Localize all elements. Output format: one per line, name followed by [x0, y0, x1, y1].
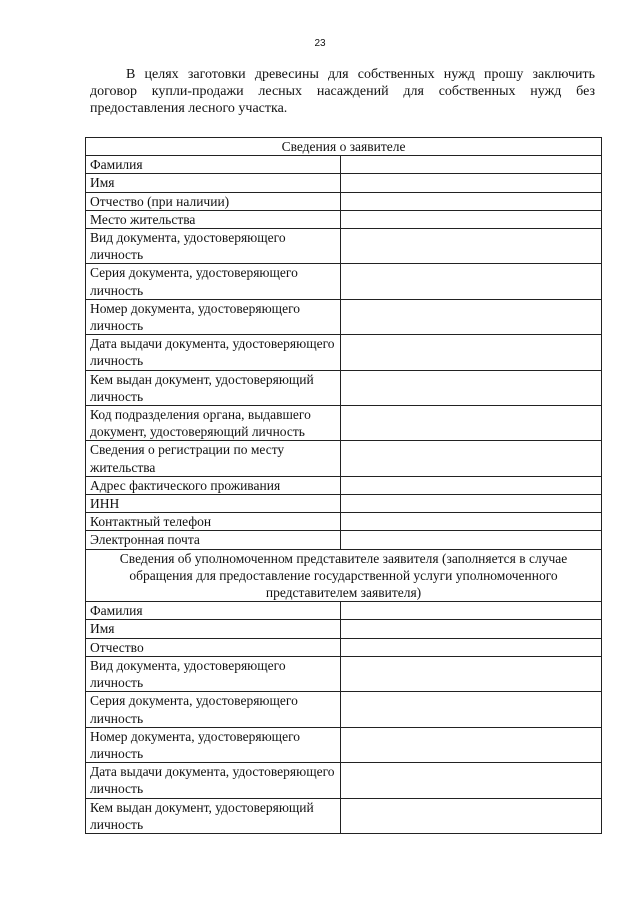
field-label: Контактный телефон	[86, 513, 341, 531]
table-row	[86, 335, 602, 370]
field-value[interactable]	[341, 531, 602, 549]
field-label: Отчество	[86, 638, 341, 656]
table-row	[86, 638, 602, 656]
field-value[interactable]	[341, 406, 602, 441]
intro-paragraph: В целях заготовки древесины для собственных нужд прошу заключить договор купли-продажи лесных насаждений для собственных нужд без предоставления лесного участка.	[90, 67, 595, 116]
field-label: Фамилия	[86, 602, 341, 620]
field-label: Имя	[86, 174, 341, 192]
table-row	[86, 727, 602, 762]
table-row	[86, 798, 602, 833]
field-label: Номер документа, удостоверяющего личность	[86, 727, 341, 762]
table-row	[86, 531, 602, 549]
field-label: Номер документа, удостоверяющего личность	[86, 299, 341, 334]
field-value[interactable]	[341, 727, 602, 762]
table-row	[86, 229, 602, 264]
field-label: ИНН	[86, 495, 341, 513]
field-value[interactable]	[341, 156, 602, 174]
table-row	[86, 513, 602, 531]
section-header-representative	[86, 549, 602, 602]
field-label: Серия документа, удостоверяющего личность	[86, 692, 341, 727]
table-row	[86, 656, 602, 691]
field-value[interactable]	[341, 602, 602, 620]
field-value[interactable]	[341, 476, 602, 494]
field-value[interactable]	[341, 763, 602, 798]
field-value[interactable]	[341, 264, 602, 299]
field-value[interactable]	[341, 513, 602, 531]
field-label: Фамилия	[86, 156, 341, 174]
section-title-representative: Сведения об уполномоченном представителе заявителя (заполняется в случае обращения для предоставление государственной услуги уполномоченного представителем заявителя)	[86, 549, 602, 602]
table-row	[86, 441, 602, 476]
section-title-applicant: Сведения о заявителе	[86, 138, 602, 156]
field-label: Дата выдачи документа, удостоверяющего личность	[86, 335, 341, 370]
field-value[interactable]	[341, 174, 602, 192]
field-label: Вид документа, удостоверяющего личность	[86, 229, 341, 264]
field-value[interactable]	[341, 370, 602, 405]
field-value[interactable]	[341, 692, 602, 727]
field-label: Имя	[86, 620, 341, 638]
field-label: Код подразделения органа, выдавшего документ, удостоверяющий личность	[86, 406, 341, 441]
field-value[interactable]	[341, 620, 602, 638]
field-value[interactable]	[341, 335, 602, 370]
table-row	[86, 156, 602, 174]
table-row	[86, 406, 602, 441]
field-value[interactable]	[341, 441, 602, 476]
field-label: Сведения о регистрации по месту жительства	[86, 441, 341, 476]
table-row	[86, 620, 602, 638]
table-row	[86, 192, 602, 210]
table-row	[86, 476, 602, 494]
table-row	[86, 763, 602, 798]
field-value[interactable]	[341, 656, 602, 691]
field-value[interactable]	[341, 299, 602, 334]
field-label: Вид документа, удостоверяющего личность	[86, 656, 341, 691]
field-label: Кем выдан документ, удостоверяющий личность	[86, 798, 341, 833]
field-label: Кем выдан документ, удостоверяющий личность	[86, 370, 341, 405]
field-value[interactable]	[341, 192, 602, 210]
table-row	[86, 174, 602, 192]
field-label: Серия документа, удостоверяющего личность	[86, 264, 341, 299]
table-row	[86, 495, 602, 513]
field-label: Место жительства	[86, 210, 341, 228]
field-value[interactable]	[341, 210, 602, 228]
field-value[interactable]	[341, 638, 602, 656]
application-form-table	[85, 137, 602, 834]
table-row	[86, 264, 602, 299]
table-row	[86, 299, 602, 334]
table-row	[86, 210, 602, 228]
field-value[interactable]	[341, 798, 602, 833]
table-row	[86, 602, 602, 620]
field-label: Электронная почта	[86, 531, 341, 549]
section-header-applicant	[86, 138, 602, 156]
table-row	[86, 692, 602, 727]
page-number: 23	[314, 38, 326, 49]
field-value[interactable]	[341, 495, 602, 513]
field-label: Дата выдачи документа, удостоверяющего личность	[86, 763, 341, 798]
field-label: Отчество (при наличии)	[86, 192, 341, 210]
field-value[interactable]	[341, 229, 602, 264]
table-row	[86, 370, 602, 405]
field-label: Адрес фактического проживания	[86, 476, 341, 494]
